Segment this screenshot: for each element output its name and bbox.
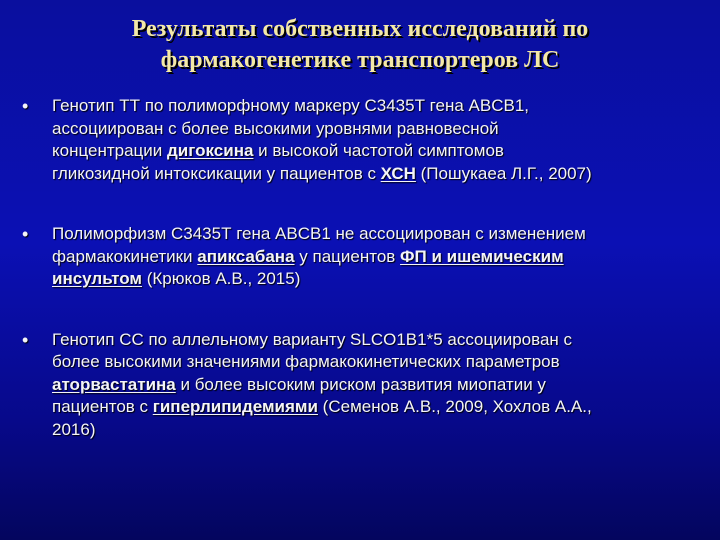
drug-link-digoxin[interactable]: дигоксина: [167, 141, 254, 160]
bullet-line: Генотип ТТ по полиморфному маркеру С3435Т гена ABCB1,: [52, 96, 529, 115]
bullet-line: [52, 163, 692, 186]
slide-title: [40, 14, 680, 76]
bullet-icon: •: [22, 96, 29, 116]
bullet-text: (Крюков А.В., 2015): [142, 269, 301, 288]
slide-title-line-1: Результаты собственных исследований по: [131, 16, 589, 42]
bullet-icon: •: [22, 224, 29, 244]
bullet-line: 2016): [52, 419, 96, 439]
bullet-text: у пациентов: [294, 246, 401, 266]
disease-link-af-stroke[interactable]: ФП и ишемическим: [400, 246, 564, 266]
bullet-text: и более высоким риском развития миопатии у: [175, 374, 546, 394]
bullet-text: концентрации: [52, 141, 168, 160]
bullet-line: [52, 374, 692, 397]
bullet-item-apixaban: [22, 223, 692, 291]
disease-link-hyperlipidemia[interactable]: гиперлипидемиями: [152, 397, 318, 416]
bullet-line: Полиморфизм С3435Т гена ABCB1 не ассоциирован с изменением: [52, 224, 586, 243]
slide-title-line-2: фармакогенетике транспортеров ЛС: [160, 47, 560, 73]
bullet-line: Генотип СС по аллельному варианту SLCO1B1*5 ассоциирован с: [52, 329, 573, 349]
drug-link-apixaban[interactable]: апиксабана: [197, 246, 295, 266]
bullet-text: пациентов с: [52, 397, 153, 416]
bullet-line: более высокими значениями фармакокинетических параметров: [52, 352, 560, 371]
bullet-line: [52, 268, 692, 291]
bullet-list: [22, 95, 692, 441]
bullet-icon: •: [22, 329, 29, 350]
disease-link-chf[interactable]: ХСН: [380, 163, 416, 183]
bullet-line: [52, 140, 692, 163]
bullet-line: ассоциирован с более высокими уровнями равновесной: [52, 118, 499, 138]
bullet-line: [52, 246, 692, 269]
bullet-text: и высокой частотой симптомов: [253, 141, 504, 160]
bullet-item-digoxin: [22, 95, 692, 185]
bullet-line: [52, 396, 692, 419]
bullet-text: гликозидной интоксикации у пациентов с: [52, 163, 381, 183]
disease-link-stroke[interactable]: инсультом: [52, 269, 142, 288]
drug-link-atorvastatin[interactable]: аторвастатина: [52, 374, 176, 394]
bullet-text: (Семенов А.В., 2009, Хохлов А.А.,: [317, 397, 592, 416]
bullet-item-atorvastatin: [22, 329, 692, 442]
bullet-text: фармакокинетики: [52, 246, 198, 266]
bullet-text: (Пошукаеа Л.Г., 2007): [415, 163, 592, 183]
